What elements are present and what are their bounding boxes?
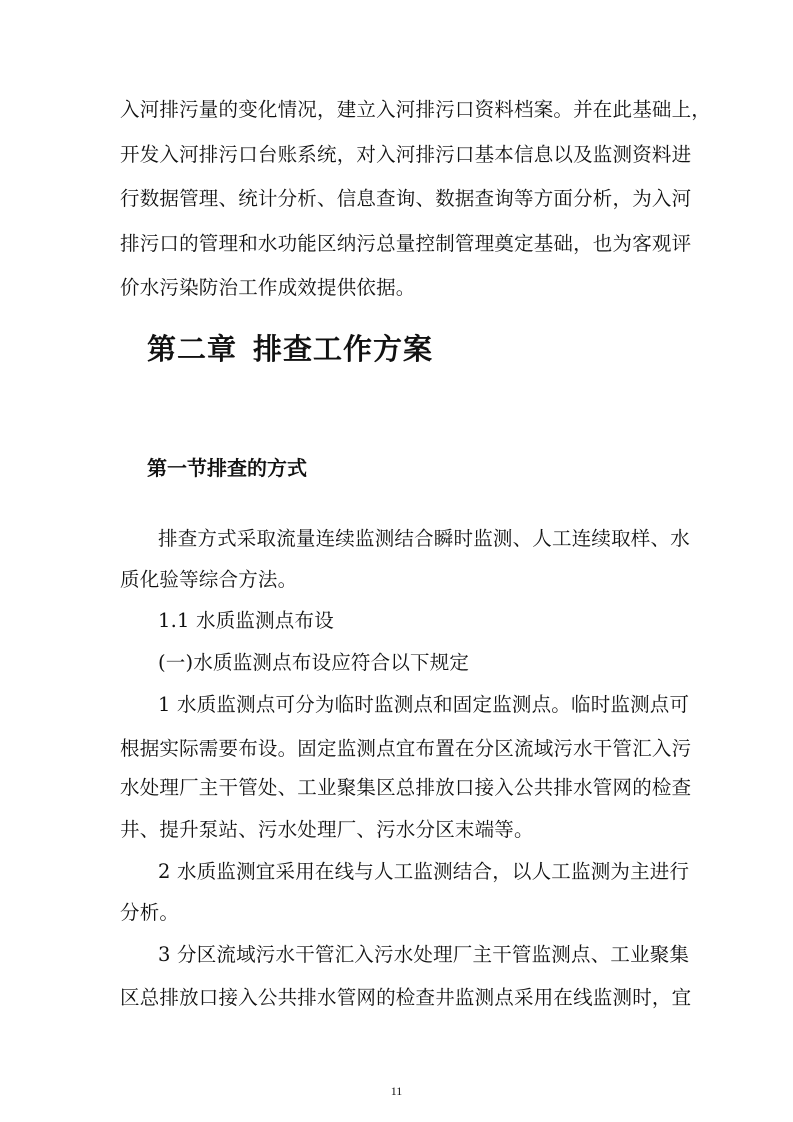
rule-2-line-2: 分析。 — [120, 901, 180, 924]
method-line-2: 质化验等综合方法。 — [120, 568, 298, 591]
intro-line-4: 排污口的管理和水功能区纳污总量控制管理奠定基础，也为客观评 — [120, 232, 692, 255]
rule-1-line-3: 水处理厂主干管处、工业聚集区总排放口接入公共排水管网的检查 — [120, 776, 692, 799]
page-number: 11 — [390, 1084, 403, 1098]
intro-line-5: 价水污染防治工作成效提供依据。 — [120, 276, 416, 299]
chapter-title: 排查工作方案 — [253, 332, 434, 366]
subheading-rules: (一)水质监测点布设应符合以下规定 — [158, 651, 470, 674]
rule-1-line-4: 井、提升泵站、污水处理厂、污水分区末端等。 — [120, 818, 534, 841]
rule-3-line-2: 区总排放口接入公共排水管网的检查井监测点采用在线监测时，宜 — [120, 986, 692, 1009]
intro-line-3: 行数据管理、统计分析、信息查询、数据查询等方面分析，为入河 — [120, 187, 692, 210]
intro-line-2: 开发入河排污口台账系统，对入河排污口基本信息以及监测资料进 — [120, 143, 692, 166]
rule-2-line-1: 2 水质监测宜采用在线与人工监测结合，以人工监测为主进行 — [158, 860, 690, 883]
rule-1-line-1: 1 水质监测点可分为临时监测点和固定监测点。临时监测点可 — [158, 693, 690, 716]
subheading-water-quality-points: 1.1 水质监测点布设 — [158, 609, 334, 632]
intro-line-1: 入河排污量的变化情况，建立入河排污口资料档案。并在此基础上， — [120, 98, 712, 121]
method-line-1: 排查方式采取流量连续监测结合瞬时监测、人工连续取样、水 — [158, 527, 690, 550]
chapter-heading — [147, 330, 433, 368]
rule-1-line-2: 根据实际需要布设。固定监测点宜布置在分区流域污水干管汇入污 — [120, 737, 692, 760]
rule-3-line-1: 3 分区流域污水干管汇入污水处理厂主干管监测点、工业聚集 — [158, 943, 690, 966]
chapter-number: 第二章 — [147, 332, 238, 366]
section-heading: 第一节排查的方式 — [147, 456, 307, 480]
